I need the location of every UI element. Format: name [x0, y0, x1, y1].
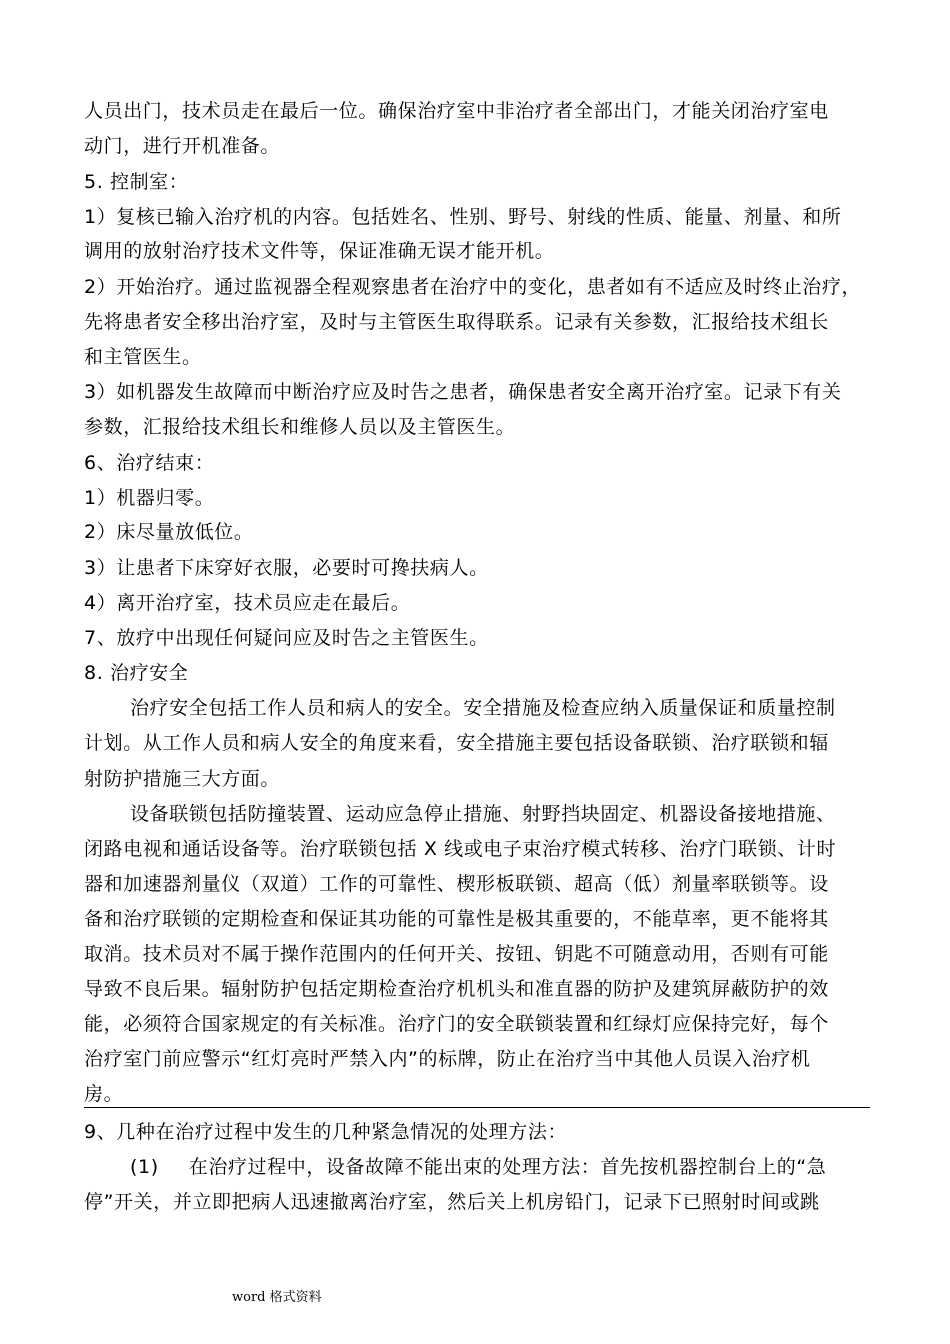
paragraph-line: 房。	[84, 1083, 124, 1105]
paragraph-line: 器和加速器剂量仪（双道）工作的可靠性、楔形板联锁、超高（低）剂量率联锁等。设	[84, 873, 829, 895]
page-footer: word 格式资料	[232, 1290, 322, 1305]
text-line: 1）复核已输入治疗机的内容。包括姓名、性别、野号、射线的性质、能量、剂量、和所	[84, 206, 842, 228]
text-line: 2）开始治疗。通过监视器全程观察患者在治疗中的变化，患者如有不适应及时终止治疗，	[84, 276, 862, 298]
item-number: (1)	[130, 1156, 159, 1178]
paragraph-line: 闭路电视和通话设备等。治疗联锁包括 X 线或电子束治疗模式转移、治疗门联锁、计时	[84, 838, 837, 860]
paragraph-line: 治疗室门前应警示“红灯亮时严禁入内”的标牌，防止在治疗当中其他人员误入治疗机	[84, 1048, 811, 1070]
text-line: 参数，汇报给技术组长和维修人员以及主管医生。	[84, 416, 516, 438]
paragraph-line: 能，必须符合国家规定的有关标准。治疗门的安全联锁装置和红绿灯应保持完好，每个	[84, 1013, 829, 1035]
text-line: 先将患者安全移出治疗室，及时与主管医生取得联系。记录有关参数，汇报给技术组长	[84, 311, 829, 333]
text-line: 调用的放射治疗技术文件等，保证准确无误才能开机。	[84, 240, 555, 262]
text-line: 人员出门，技术员走在最后一位。确保治疗室中非治疗者全部出门，才能关闭治疗室电	[84, 100, 829, 122]
paragraph-line: 设备联锁包括防撞装置、运动应急停止措施、射野挡块固定、机器设备接地措施、	[130, 803, 836, 825]
paragraph-line: 治疗安全包括工作人员和病人的安全。安全措施及检查应纳入质量保证和质量控制	[130, 697, 836, 719]
item-text: 在治疗过程中，设备故障不能出束的处理方法：首先按机器控制台上的“急	[188, 1156, 827, 1178]
paragraph-line: 射防护措施三大方面。	[84, 768, 281, 790]
paragraph-line: 备和治疗联锁的定期检查和保证其功能的可靠性是极其重要的，不能草率，更不能将其	[84, 908, 829, 930]
paragraph-line: 导致不良后果。辐射防护包括定期检查治疗机机头和准直器的防护及建筑屏蔽防护的效	[84, 978, 829, 1000]
list-item: 3）让患者下床穿好衣服，必要时可搀扶病人。	[84, 557, 489, 579]
section-heading: 9、几种在治疗过程中发生的几种紧急情况的处理方法：	[84, 1121, 568, 1143]
horizontal-rule	[84, 1107, 870, 1108]
section-heading: 5. 控制室：	[84, 171, 189, 193]
section-heading: 6、治疗结束：	[84, 452, 215, 474]
list-item: 4）离开治疗室，技术员应走在最后。	[84, 592, 411, 614]
section-heading: 7、放疗中出现任何疑问应及时告之主管医生。	[84, 627, 489, 649]
paragraph-line: 计划。从工作人员和病人安全的角度来看，安全措施主要包括设备联锁、治疗联锁和辐	[84, 732, 829, 754]
paragraph-line	[130, 1150, 826, 1184]
list-item: 1）机器归零。	[84, 487, 215, 509]
text-line: 3）如机器发生故障而中断治疗应及时告之患者，确保患者安全离开治疗室。记录下有关	[84, 381, 842, 403]
text-line: 和主管医生。	[84, 346, 202, 368]
section-heading: 8. 治疗安全	[84, 662, 189, 684]
paragraph-line: 取消。技术员对不属于操作范围内的任何开关、按钮、钥匙不可随意动用，否则有可能	[84, 943, 829, 965]
paragraph-line: 停”开关，并立即把病人迅速撤离治疗室，然后关上机房铅门，记录下已照射时间或跳	[84, 1191, 820, 1213]
list-item: 2）床尽量放低位。	[84, 521, 254, 543]
text-line: 动门，进行开机准备。	[84, 135, 281, 157]
